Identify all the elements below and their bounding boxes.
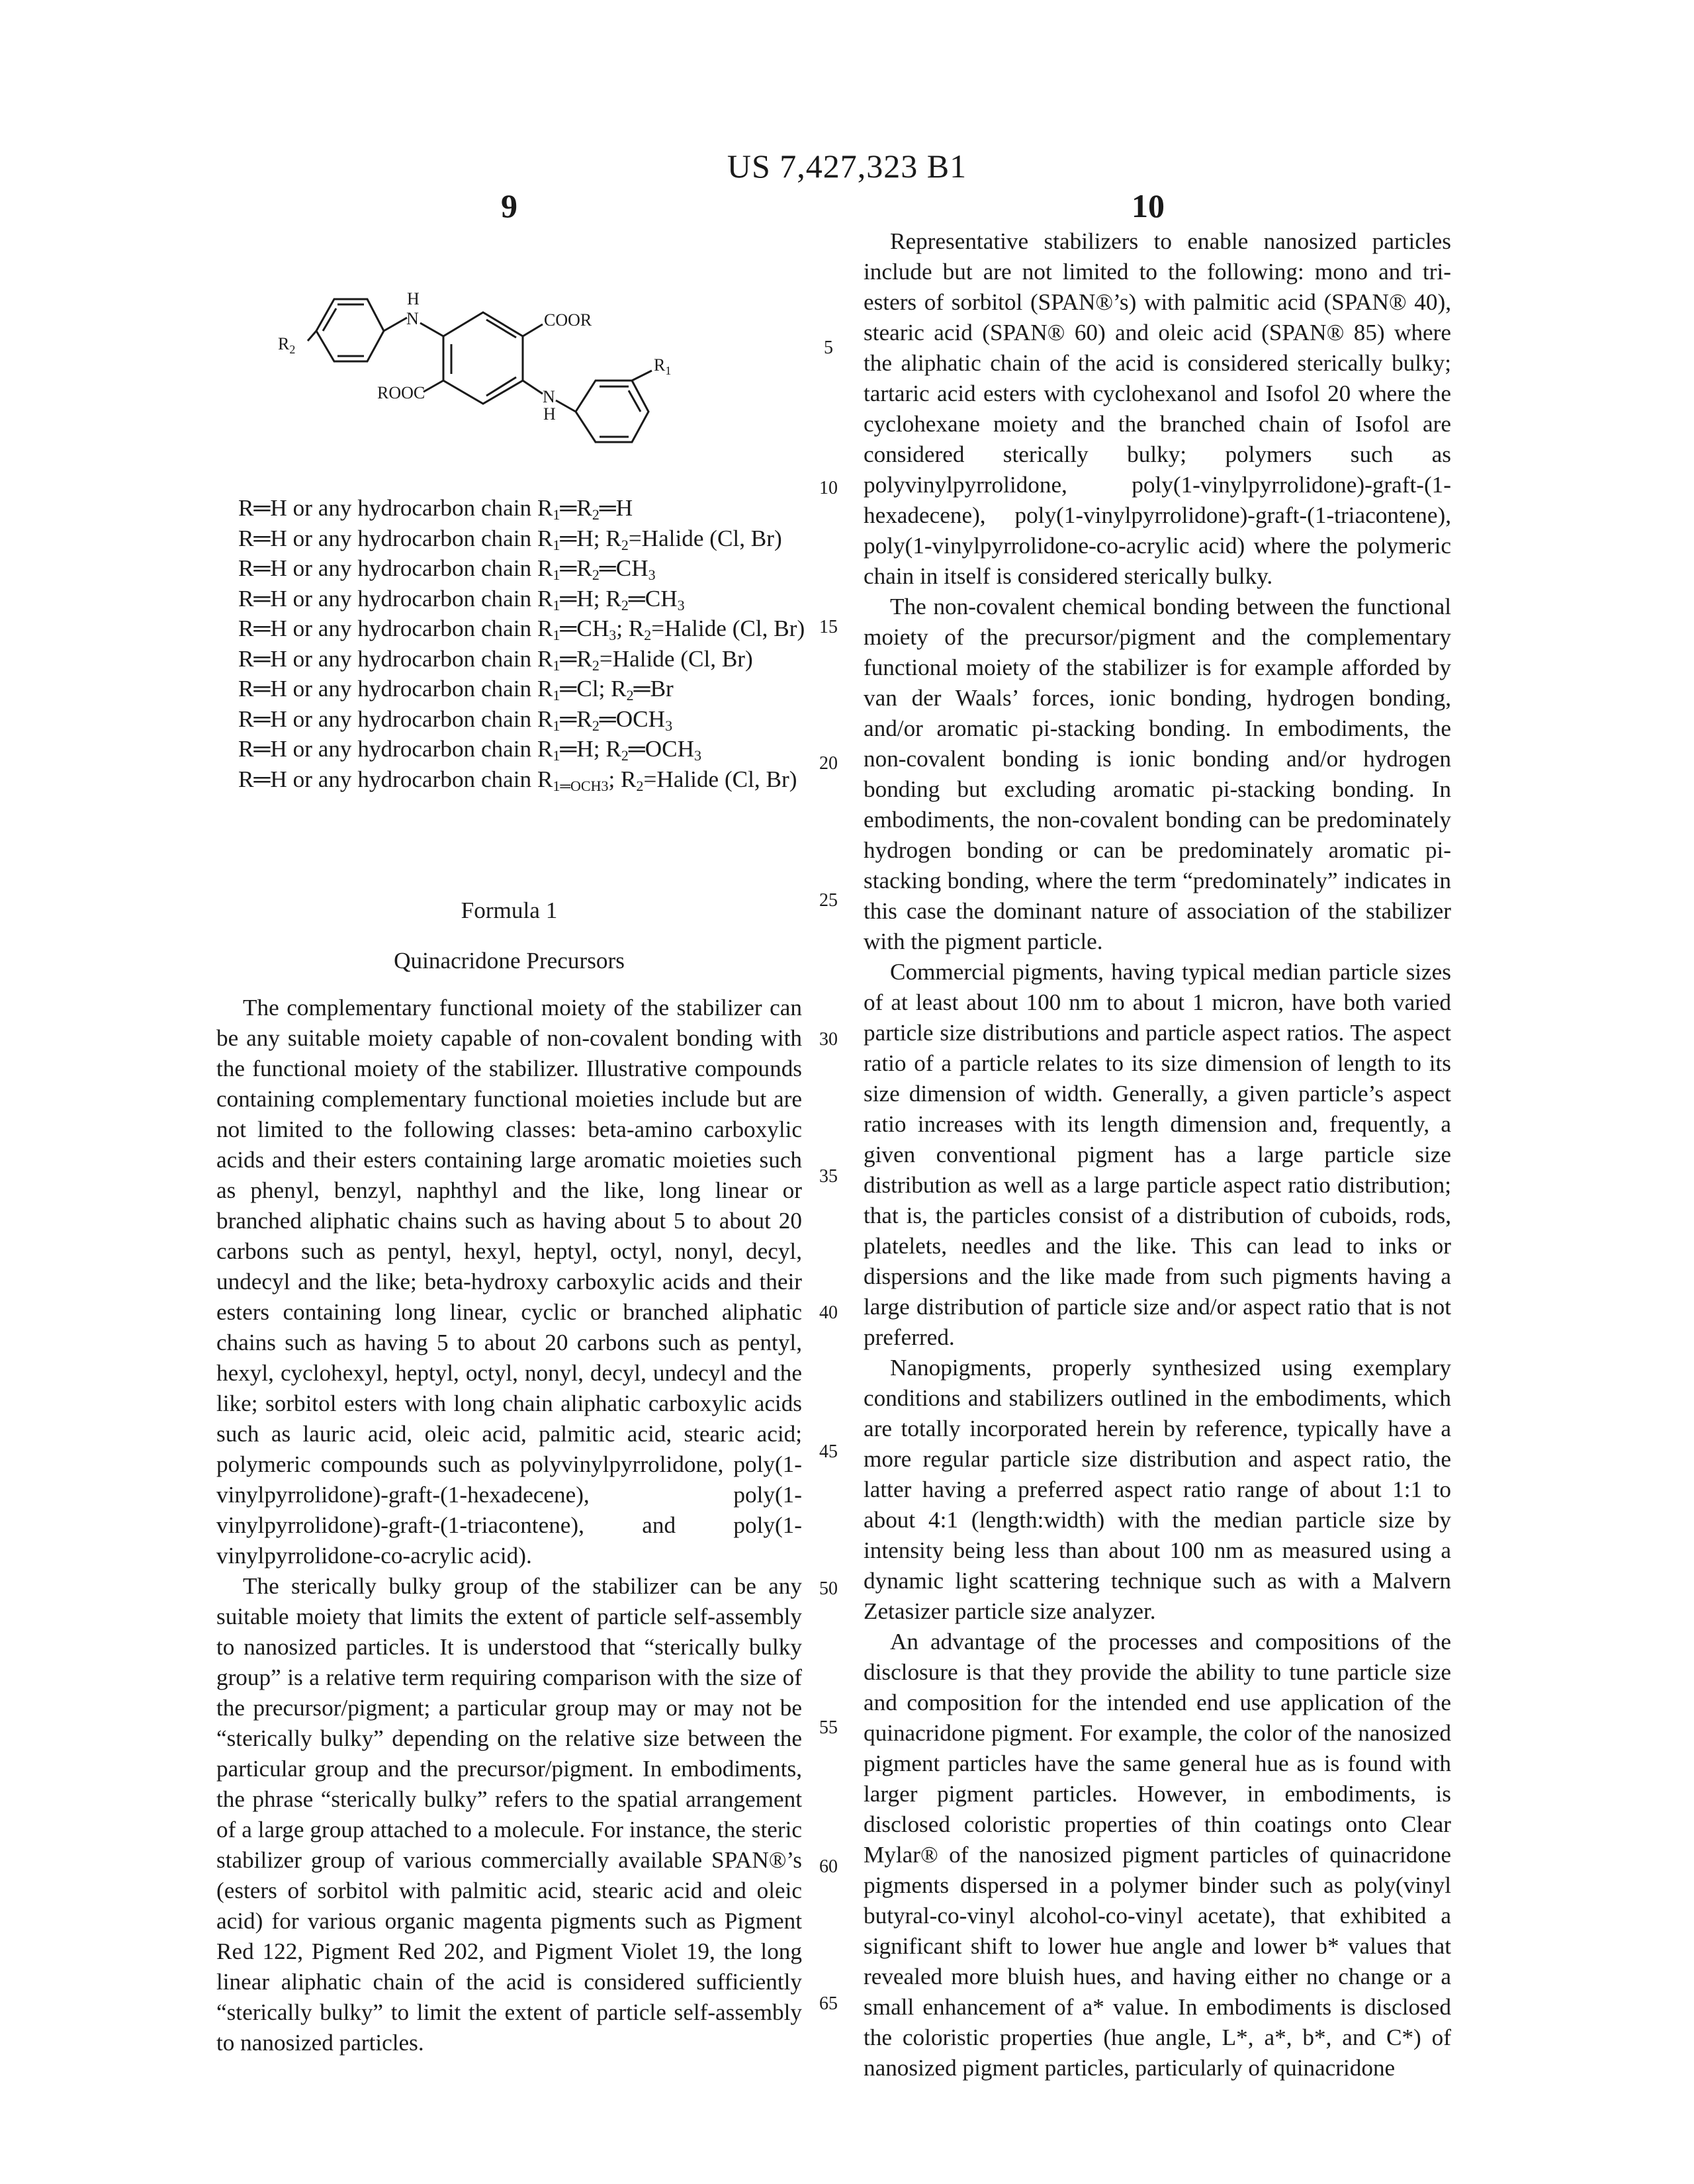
subscript: 1 — [553, 747, 560, 764]
subscript: 1 — [553, 567, 560, 583]
patent-number: US 7,427,323 B1 — [0, 147, 1694, 185]
text-segment: ═CH — [629, 586, 678, 612]
line-number: 40 — [815, 1302, 842, 1324]
paragraph: The non-covalent chemical bonding between the functional moiety of the precursor/pigment and the complementary functional moiety of the stabilizer is for example afforded by van der Waals’ forces, ionic bonding, hydrogen bonding, and/or aromatic pi-stacking bonding. In embodiments, the non-covalent bonding is ionic bonding and/or hydrogen bonding but excluding aromatic pi-stacking bonding. In embodiments, the non-covalent bonding can be predominately hydrogen bonding or can be predominately aromatic pi-stacking bonding, where the term “predominately” indicates in this case the dominant nature of association of the stabilizer with the pigment particle. — [864, 592, 1451, 957]
text-segment: ; R — [608, 766, 636, 792]
paragraph: Representative stabilizers to enable nanosized particles include but are not limited to the following: mono and tri-esters of sorbitol (SPAN®’s) with palmitic acid (SPAN® 40), stearic acid (SPAN® 60) and oleic acid (SPAN® 85) where the aliphatic chain of the acid is considered sterically bulky; tartaric acid esters with cyclohexanol and Isofol 20 where the cyclohexane moiety and the branched chain of Isofol are considered sterically bulky; polymers such as polyvinylpyrrolidone, poly(1-vinylpyrrolidone)-graft-(1-hexadecene), poly(1-vinylpyrrolidone)-graft-(1-triacontene), poly(1-vinylpyrrolidone-co-acrylic acid) where the polymeric chain in itself is considered sterically bulky. — [864, 226, 1451, 592]
subscript: 1 — [553, 627, 560, 643]
nh-bottom-n: N — [543, 387, 555, 406]
subscript: 3 — [678, 597, 685, 614]
paragraph: An advantage of the processes and compositions of the disclosure is that they provide the ability to tune particle size and composition for the intended end use application of the quinacridone pigment. For example, the color of the nanosized pigment particles have the same general hue as is found with larger pigment particles. However, in embodiments, is disclosed coloristic properties of thin coatings onto Clear Mylar® of the nanosized pigment particles of quinacridone pigments dispersed in a polymer binder such as poly(vinyl butyral-co-vinyl alcohol-co-vinyl acetate), that exhibited a significant shift to lower hue angle and lower b* values that revealed more bluish hues, and having either no change or a small enhancement of a* value. In embodiments is disclosed the coloristic properties (hue angle, L*, a*, b*, and C*) of nanosized pigment particles, particularly of quinacridone — [864, 1627, 1451, 2083]
subscript: 2 — [644, 627, 651, 643]
paragraph: The sterically bulky group of the stabilizer can be any suitable moiety that limits the extent of particle self-assembly to nanosized particles. It is understood that “sterically bulky group” is a relative term requiring comparison with the size of the precursor/pigment; a particular group may or may not be “sterically bulky” depending on the relative size between the particular group and the precursor/pigment. In embodiments, the phrase “sterically bulky” refers to the spatial arrangement of a large group attached to a molecule. For instance, the steric stabilizer group of various commercially available SPAN®’s (esters of sorbitol with palmitic acid, stearic acid and oleic acid) for various organic magenta pigments such as Pigment Red 122, Pigment Red 202, and Pigment Violet 19, the long linear aliphatic chain of the acid is considered sufficiently “sterically bulky” to limit the extent of particle self-assembly to nanosized particles. — [216, 1571, 802, 2058]
text-segment: ═Br — [634, 676, 674, 702]
paragraph: The complementary functional moiety of the stabilizer can be any suitable moiety capable of non-covalent bonding with the functional moiety of the stabilizer. Illustrative compounds containing complementary functional moieties include but are not limited to the following classes: beta-amino carboxylic acids and their esters containing large aromatic moieties such as phenyl, benzyl, naphthyl and the like, long linear or branched aliphatic chains such as having about 5 to about 20 carbons such as pentyl, hexyl, heptyl, octyl, nonyl, decyl, undecyl and the like; beta-hydroxy carboxylic acids and their esters containing long linear, cyclic or branched aliphatic chains such as having 5 to about 20 carbons such as pentyl, hexyl, cyclohexyl, heptyl, octyl, nonyl, decyl, undecyl and the like; sorbitol esters with long chain aliphatic carboxylic acids such as lauric acid, oleic acid, palmitic acid, stearic acid; polymeric compounds such as polyvinylpyrrolidone, poly(1-vinylpyrrolidone)-graft-(1-hexadecene), poly(1-vinylpyrrolidone)-graft-(1-triacontene), and poly(1-vinylpyrrolidone-co-acrylic acid). — [216, 993, 802, 1571]
substituent-row — [238, 734, 807, 764]
right-phenyl-ring — [576, 381, 648, 442]
text-segment: ═Cl; R — [560, 676, 626, 702]
nh-top-h: H — [407, 289, 420, 308]
substituent-row — [238, 704, 807, 735]
line-number: 15 — [815, 617, 842, 638]
paragraph: Nanopigments, properly synthesized using exemplary conditions and stabilizers outlined in the embodiments, which are totally incorporated herein by reference, typically have a more regular particle size distribution and aspect ratio, the latter having a preferred aspect ratio range of about 1:1 to about 4:1 (length:width) with the median particle size by intensity being less than about 100 nm as measured using a dynamic light scattering technique such as with a Malvern Zetasizer particle size analyzer. — [864, 1353, 1451, 1627]
text-segment: ═OCH — [629, 736, 694, 762]
text-segment: ═H; R — [560, 736, 621, 762]
text-segment: =Halide (Cl, Br) — [644, 766, 797, 792]
text-segment: R═H or any hydrocarbon chain R — [238, 525, 553, 551]
line-number: 45 — [815, 1441, 842, 1463]
substituent-row — [238, 674, 807, 704]
subscript: 2 — [621, 747, 629, 764]
text-segment: =Halide (Cl, Br) — [600, 646, 753, 672]
text-segment: ═R — [560, 555, 592, 581]
text-segment: R═H or any hydrocarbon chain R — [238, 555, 553, 581]
left-column-text — [216, 993, 802, 2058]
line-number: 55 — [815, 1717, 842, 1739]
line-number: 35 — [815, 1166, 842, 1187]
text-segment: ═CH — [560, 615, 609, 641]
subscript: 1 — [553, 506, 560, 523]
subscript: 2 — [637, 778, 644, 794]
central-benzene-ring — [443, 312, 523, 404]
text-segment: R═H or any hydrocarbon chain R — [238, 706, 553, 732]
paragraph: Commercial pigments, having typical median particle sizes of at least about 100 nm to about 1 micron, have both varied particle size distributions and particle aspect ratios. The aspect ratio of a particle relates to its size dimension of length to its size dimension of width. Generally, a given particle’s aspect ratio increases with its length dimension and, frequently, a given conventional pigment has a large particle size distribution as well as a large particle aspect ratio distribution; that is, the particles consist of a distribution of cuboids, rods, platelets, needles and the like. This can lead to inks or dispersions and the like made from such pigments having a large distribution of particle size and/or aspect ratio that is not preferred. — [864, 957, 1451, 1353]
subscript: 2 — [621, 597, 629, 614]
line-number: 30 — [815, 1029, 842, 1050]
text-segment: R═H or any hydrocarbon chain R — [238, 766, 553, 792]
formula-subcaption: Quinacridone Precursors — [216, 948, 802, 974]
line-number: 5 — [815, 338, 842, 359]
subscript: 3 — [648, 567, 656, 583]
subscript: 1 — [553, 717, 560, 734]
substituent-row — [238, 523, 807, 554]
subscript: 1 — [553, 597, 560, 614]
text-segment: R═H or any hydrocarbon chain R — [238, 676, 553, 702]
chemical-structure — [265, 278, 695, 490]
line-number: 50 — [815, 1578, 842, 1600]
substituent-row — [238, 584, 807, 614]
line-number: 65 — [815, 1993, 842, 2015]
line-number: 25 — [815, 890, 842, 911]
text-segment: R═H or any hydrocarbon chain R — [238, 646, 553, 672]
text-segment: R═H or any hydrocarbon chain R — [238, 495, 553, 521]
subscript: 2 — [621, 537, 629, 553]
text-segment: R═H or any hydrocarbon chain R — [238, 615, 553, 641]
subscript: 1 — [553, 657, 560, 674]
subscript: 1═OCH3 — [553, 778, 608, 794]
text-segment: =Halide (Cl, Br) — [629, 525, 782, 551]
subscript: 2 — [592, 717, 600, 734]
substituent-row — [238, 493, 807, 523]
text-segment: ; R — [616, 615, 644, 641]
substituent-row — [238, 764, 807, 795]
coor-label: COOR — [544, 310, 592, 330]
subscript: 1 — [553, 537, 560, 553]
subscript: 3 — [694, 747, 701, 764]
left-page-number: 9 — [501, 187, 517, 225]
text-segment: R═H or any hydrocarbon chain R — [238, 736, 553, 762]
substituent-row — [238, 614, 807, 644]
r2-label: R2 — [278, 334, 295, 356]
formula-caption: Formula 1 — [216, 897, 802, 924]
text-segment: ═R — [560, 706, 592, 732]
subscript: 2 — [592, 657, 600, 674]
subscript: 3 — [665, 717, 672, 734]
text-segment: ═H — [600, 495, 633, 521]
text-segment: ═CH — [600, 555, 648, 581]
nh-top-n: N — [406, 309, 419, 328]
right-column-text — [864, 226, 1451, 2083]
line-number: 10 — [815, 478, 842, 499]
text-segment: R═H or any hydrocarbon chain R — [238, 586, 553, 612]
text-segment: ═H; R — [560, 586, 621, 612]
line-number: 60 — [815, 1856, 842, 1878]
subscript: 2 — [592, 506, 600, 523]
left-phenyl-ring — [316, 299, 384, 361]
text-segment: ═OCH — [600, 706, 665, 732]
text-segment: ═R — [560, 646, 592, 672]
right-page-number: 10 — [1132, 187, 1165, 225]
text-segment: =Halide (Cl, Br) — [651, 615, 805, 641]
subscript: 2 — [627, 687, 634, 704]
substituent-row — [238, 553, 807, 584]
substituent-row — [238, 644, 807, 674]
subscript: 1 — [553, 687, 560, 704]
text-segment: ═R — [560, 495, 592, 521]
r1-label: R1 — [654, 355, 671, 377]
nh-bottom-h: H — [543, 404, 556, 424]
subscript: 3 — [609, 627, 616, 643]
substituent-list — [238, 493, 807, 794]
subscript: 2 — [592, 567, 600, 583]
text-segment: ═H; R — [560, 525, 621, 551]
line-number: 20 — [815, 753, 842, 774]
rooc-label: ROOC — [377, 383, 425, 402]
